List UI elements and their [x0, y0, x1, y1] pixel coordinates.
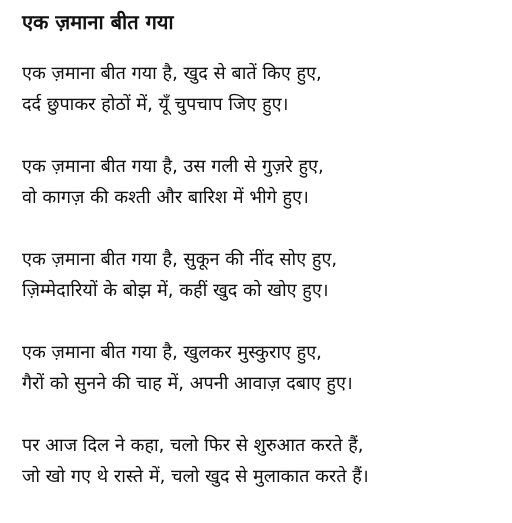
- poem-line: वो कागज़ की कश्ती और बारिश में भीगे हुए।: [22, 187, 309, 208]
- poem-line: एक ज़माना बीत गया है, खुद से बातें किए हुए,: [22, 63, 322, 84]
- stanza-5: [22, 430, 512, 492]
- poem-line: एक ज़माना बीत गया है, खुलकर मुस्कुराए हुए,: [22, 342, 322, 363]
- stanza-4: [22, 337, 512, 399]
- poem-line: पर आज दिल ने कहा, चलो फिर से शुरुआत करते हैं,: [22, 435, 364, 456]
- poem-line: ज़िम्मेदारियों के बोझ में, कहीं खुद को खोए हुए।: [22, 280, 329, 301]
- stanza-3: [22, 244, 512, 306]
- poem-line: दर्द छुपाकर होठों में, यूँ चुपचाप जिए हुए।: [22, 94, 289, 115]
- poem-body: [22, 58, 512, 523]
- poem-line: गैरों को सुनने की चाह में, अपनी आवाज़ दबाए हुए।: [22, 373, 353, 394]
- poem-line: एक ज़माना बीत गया है, सुकून की नींद सोए हुए,: [22, 249, 338, 270]
- stanza-1: [22, 58, 512, 120]
- poem-line: एक ज़माना बीत गया है, उस गली से गुज़रे हुए,: [22, 156, 324, 177]
- poem-line: जो खो गए थे रास्ते में, चलो खुद से मुलाकात करते हैं।: [22, 466, 369, 487]
- poem-title: एक ज़माना बीत गया: [22, 10, 174, 34]
- stanza-2: [22, 151, 512, 213]
